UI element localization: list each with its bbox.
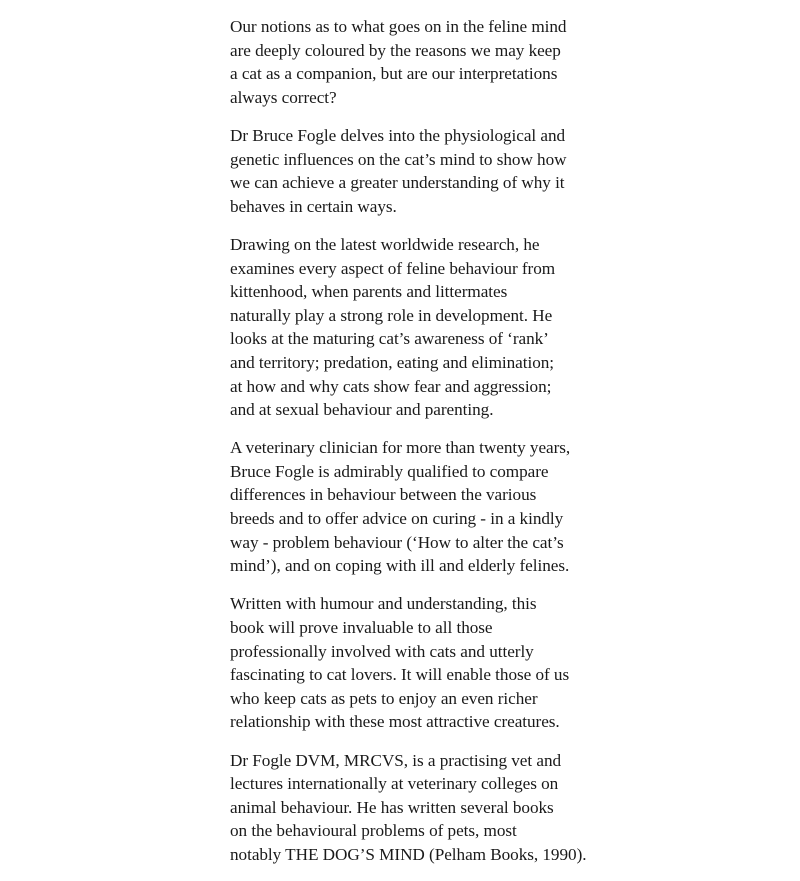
text-line: Dr Bruce Fogle delves into the physiological and [230,125,566,145]
blurb-text-column [230,15,592,881]
text-line: A veterinary clinician for more than twenty years, [230,438,571,458]
text-line: who keep cats as pets to enjoy an even richer [230,688,538,708]
text-line: fascinating to cat lovers. It will enable those of us [230,665,570,685]
text-line: and at sexual behaviour and parenting. [230,400,494,420]
paragraph-physiology [230,124,592,218]
text-line: Drawing on the latest worldwide research, he [230,234,540,254]
paragraph-intro [230,15,592,109]
text-line: Our notions as to what goes on in the feline mind [230,17,567,36]
text-line: genetic influences on the cat’s mind to show how [230,149,567,169]
text-line: differences in behaviour between the various [230,485,537,505]
text-line: animal behaviour. He has written several books [230,797,554,817]
paragraph-clinician [230,436,592,578]
text-line: examines every aspect of feline behaviour from [230,258,556,278]
text-line: and territory; predation, eating and elimination; [230,352,555,372]
text-line: Written with humour and understanding, this [230,594,537,614]
text-line: we can achieve a greater understanding of why it [230,173,565,193]
paragraph-research [230,233,592,422]
text-line: a cat as a companion, but are our interpretations [230,64,558,84]
paragraph-author-bio [230,749,592,867]
text-line: Dr Fogle DVM, MRCVS, is a practising vet and [230,750,562,770]
text-line: kittenhood, when parents and littermates [230,282,508,302]
text-line: on the behavioural problems of pets, most [230,821,517,841]
text-line: mind’), and on coping with ill and elderly felines. [230,556,570,576]
text-line: looks at the maturing cat’s awareness of ‘rank’ [230,329,549,349]
text-line: behaves in certain ways. [230,196,397,216]
text-line: way - problem behaviour (‘How to alter the cat’s [230,532,564,552]
paragraph-humour [230,592,592,734]
text-line: lectures internationally at veterinary colleges on [230,774,559,794]
text-line: breeds and to offer advice on curing - in a kindly [230,509,564,529]
text-line: book will prove invaluable to all those [230,618,493,638]
text-line: professionally involved with cats and utterly [230,641,534,661]
text-line: Bruce Fogle is admirably qualified to compare [230,461,549,481]
text-line: always correct? [230,87,337,107]
text-line: notably THE DOG’S MIND (Pelham Books, 1990). [230,844,587,864]
text-line: at how and why cats show fear and aggression; [230,376,552,396]
text-line: relationship with these most attractive creatures. [230,712,560,732]
text-line: are deeply coloured by the reasons we may keep [230,40,561,60]
text-line: naturally play a strong role in development. He [230,305,553,325]
